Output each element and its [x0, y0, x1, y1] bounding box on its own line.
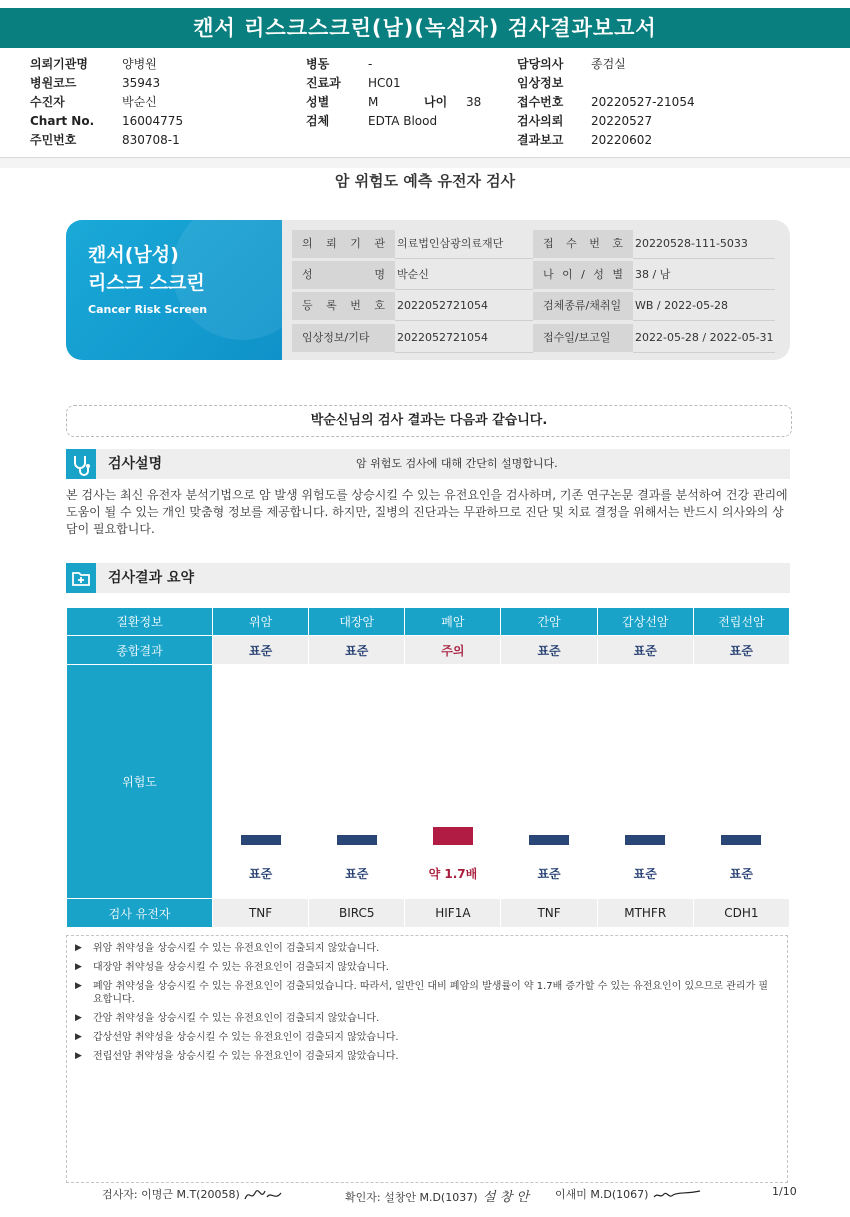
info-label: 접 수 번 호	[533, 230, 633, 258]
info-value: 2022-05-28 / 2022-05-31	[633, 324, 775, 353]
doctor-signature	[652, 1188, 702, 1202]
info-value: 2022052721054	[395, 292, 533, 321]
header-col2	[306, 55, 481, 131]
gene-name: HIF1A	[405, 899, 501, 928]
product-title-line1: 캔서(남성)	[88, 244, 179, 266]
note-text: 전립선암 취약성을 상승시킬 수 있는 유전요인이 검출되지 않았습니다.	[93, 1051, 399, 1062]
age-label: 나이	[424, 95, 448, 109]
info-label: 성 명	[292, 261, 395, 289]
header-value: 20220602	[591, 133, 653, 147]
tester-signature	[243, 1187, 285, 1203]
cancer-name: 전립선암	[693, 608, 789, 636]
list-item	[75, 1050, 777, 1063]
triangle-bullet-icon: ▶	[75, 1013, 82, 1023]
info-value: 박순신	[395, 261, 533, 290]
list-item	[75, 1012, 777, 1025]
overall-result: 표준	[309, 636, 405, 665]
gene-name: TNF	[213, 899, 309, 928]
table-row-disease	[67, 608, 790, 636]
header-label: 진료과	[306, 76, 341, 90]
header-value: 20220527	[591, 114, 653, 128]
risk-label: 표준	[633, 867, 657, 881]
triangle-bullet-icon: ▶	[75, 962, 82, 972]
confirmer-credit	[345, 1186, 529, 1205]
note-text: 간암 취약성을 상승시킬 수 있는 유전요인이 검출되지 않았습니다.	[93, 1013, 380, 1024]
risk-bar	[241, 835, 281, 845]
header-value: 박순신	[122, 95, 157, 109]
list-item	[75, 980, 777, 1006]
header-label: 의뢰기관명	[30, 57, 88, 71]
row-label: 질환정보	[67, 608, 213, 636]
header-value: 양병원	[122, 57, 157, 71]
note-text: 대장암 취약성을 상승시킬 수 있는 유전요인이 검출되지 않았습니다.	[93, 962, 389, 973]
cancer-name: 폐암	[405, 608, 501, 636]
section-title: 검사결과 요약	[108, 570, 195, 586]
risk-cell	[309, 665, 405, 899]
tester-name: 검사자: 이명근 M.T(20058)	[102, 1188, 240, 1201]
section-test-description	[66, 449, 790, 479]
cancer-name: 간암	[501, 608, 597, 636]
triangle-bullet-icon: ▶	[75, 981, 82, 991]
table-row-gene	[67, 899, 790, 928]
gene-name: BIRC5	[309, 899, 405, 928]
header-label: 성별	[306, 95, 330, 109]
header-label: 접수번호	[517, 95, 564, 109]
list-item	[75, 961, 777, 974]
triangle-bullet-icon: ▶	[75, 1051, 82, 1061]
result-summary-table	[66, 607, 790, 928]
result-banner: 박순신님의 검사 결과는 다음과 같습니다.	[66, 405, 792, 437]
info-value: 38 / 남	[633, 261, 775, 290]
cancer-name: 위암	[213, 608, 309, 636]
risk-cell	[213, 665, 309, 899]
list-item	[75, 1031, 777, 1044]
header-col3	[517, 55, 695, 150]
overall-result: 표준	[597, 636, 693, 665]
header-label: 검체	[306, 114, 330, 128]
note-text: 위암 취약성을 상승시킬 수 있는 유전요인이 검출되지 않았습니다.	[93, 943, 380, 954]
result-notes	[66, 935, 788, 1183]
header-label: 결과보고	[517, 133, 564, 147]
overall-result: 표준	[213, 636, 309, 665]
row-label: 종합결과	[67, 636, 213, 665]
note-text: 폐암 취약성을 상승시킬 수 있는 유전요인이 검출되었습니다. 따라서, 일반인 대비 폐암의 발생률이 약 1.7배 증가할 수 있는 유전요인이 있으므로 관리가 필요합니다.	[93, 981, 769, 1005]
triangle-bullet-icon: ▶	[75, 1032, 82, 1042]
page-number: 1/10	[772, 1185, 797, 1198]
header-label: Chart No.	[30, 114, 95, 128]
header-value: 16004775	[122, 114, 184, 128]
header-col1	[30, 55, 183, 150]
test-description-text: 본 검사는 최신 유전자 분석기법으로 암 발생 위험도를 상승시킬 수 있는 유전요인을 검사하며, 기존 연구논문 결과를 분석하여 건강 관리에 도움이 될 수 있는 개인 맞춤형 정보를 제공합니다. 하지만, 질병의 진단과는 무관하므로 진단 및 치료 결정을 위해서는 반드시 의사와의 상담이 필요합니다.	[66, 488, 788, 536]
header-label: 담당의사	[517, 57, 564, 71]
risk-bar	[529, 835, 569, 845]
header-divider	[0, 157, 850, 168]
doctor-credit	[555, 1186, 702, 1202]
section-title: 검사설명	[108, 456, 163, 472]
info-label: 나 이 / 성 별	[533, 261, 633, 289]
confirmer-signature: 설 창 안	[483, 1190, 529, 1205]
confirmer-name: 확인자: 설창안 M.D(1037)	[345, 1191, 478, 1204]
report-title: 캔서 리스크스크린(남)(녹십자) 검사결과보고서	[0, 8, 850, 48]
header-label: 주민번호	[30, 133, 77, 147]
info-label: 접수일/보고일	[533, 324, 633, 352]
stethoscope-icon	[66, 449, 96, 479]
tester-credit	[102, 1186, 285, 1203]
header-label: 검사의뢰	[517, 114, 564, 128]
header-value: HC01	[368, 76, 401, 90]
folder-add-icon	[66, 563, 96, 593]
info-label: 검체종류/채취일	[533, 292, 633, 320]
gene-name: MTHFR	[597, 899, 693, 928]
overall-result: 주의	[405, 636, 501, 665]
risk-label: 표준	[729, 867, 753, 881]
risk-bar	[337, 835, 377, 845]
header-value: EDTA Blood	[368, 114, 438, 128]
header-label: 병원코드	[30, 76, 77, 90]
row-label: 검사 유전자	[67, 899, 213, 928]
table-row-risk	[67, 665, 790, 899]
table-row-overall	[67, 636, 790, 665]
header-label: 병동	[306, 57, 330, 71]
info-label: 의 뢰 기 관	[292, 230, 395, 258]
gene-name: TNF	[501, 899, 597, 928]
info-label: 등 록 번 호	[292, 292, 395, 320]
list-item	[75, 942, 777, 955]
report-subtitle: 암 위험도 예측 유전자 검사	[334, 172, 516, 190]
gene-name: CDH1	[693, 899, 789, 928]
info-value: 20220528-111-5033	[633, 230, 775, 259]
risk-label: 약 1.7배	[428, 867, 478, 881]
cancer-name: 대장암	[309, 608, 405, 636]
header-value: 20220527-21054	[591, 95, 695, 109]
risk-cell	[405, 665, 501, 899]
age-value: 38	[466, 95, 482, 109]
risk-bar-elevated	[433, 827, 473, 845]
header-label: 임상정보	[517, 76, 564, 90]
overall-result: 표준	[501, 636, 597, 665]
section-description: 암 위험도 검사에 대해 간단히 설명합니다.	[356, 457, 558, 470]
info-value: 2022052721054	[395, 324, 533, 353]
risk-bar	[625, 835, 665, 845]
info-label: 임상정보/기타	[292, 324, 395, 352]
header-value: 35943	[122, 76, 161, 90]
header-label: 수진자	[30, 95, 65, 109]
patient-info-card	[66, 220, 790, 360]
info-value: WB / 2022-05-28	[633, 292, 775, 321]
risk-label: 표준	[248, 867, 273, 881]
risk-cell	[501, 665, 597, 899]
doctor-name: 이새미 M.D(1067)	[555, 1188, 649, 1201]
overall-result: 표준	[693, 636, 789, 665]
risk-cell	[693, 665, 789, 899]
product-title-line2: 리스크 스크린	[88, 272, 205, 294]
risk-cell	[597, 665, 693, 899]
info-value: 의료법인삼광의료재단	[395, 230, 533, 259]
risk-bar	[721, 835, 761, 845]
header-value: M	[368, 95, 379, 109]
row-label: 위험도	[67, 665, 213, 899]
risk-label: 표준	[537, 867, 561, 881]
triangle-bullet-icon: ▶	[75, 943, 82, 953]
note-text: 갑상선암 취약성을 상승시킬 수 있는 유전요인이 검출되지 않았습니다.	[93, 1032, 399, 1043]
section-result-summary	[66, 563, 790, 593]
cancer-name: 갑상선암	[597, 608, 693, 636]
header-value: 830708-1	[122, 133, 180, 147]
risk-label: 표준	[345, 867, 369, 881]
header-value: 종검실	[591, 57, 626, 71]
product-title-english: Cancer Risk Screen	[88, 303, 208, 316]
product-panel	[66, 220, 282, 360]
header-value: -	[368, 57, 373, 71]
